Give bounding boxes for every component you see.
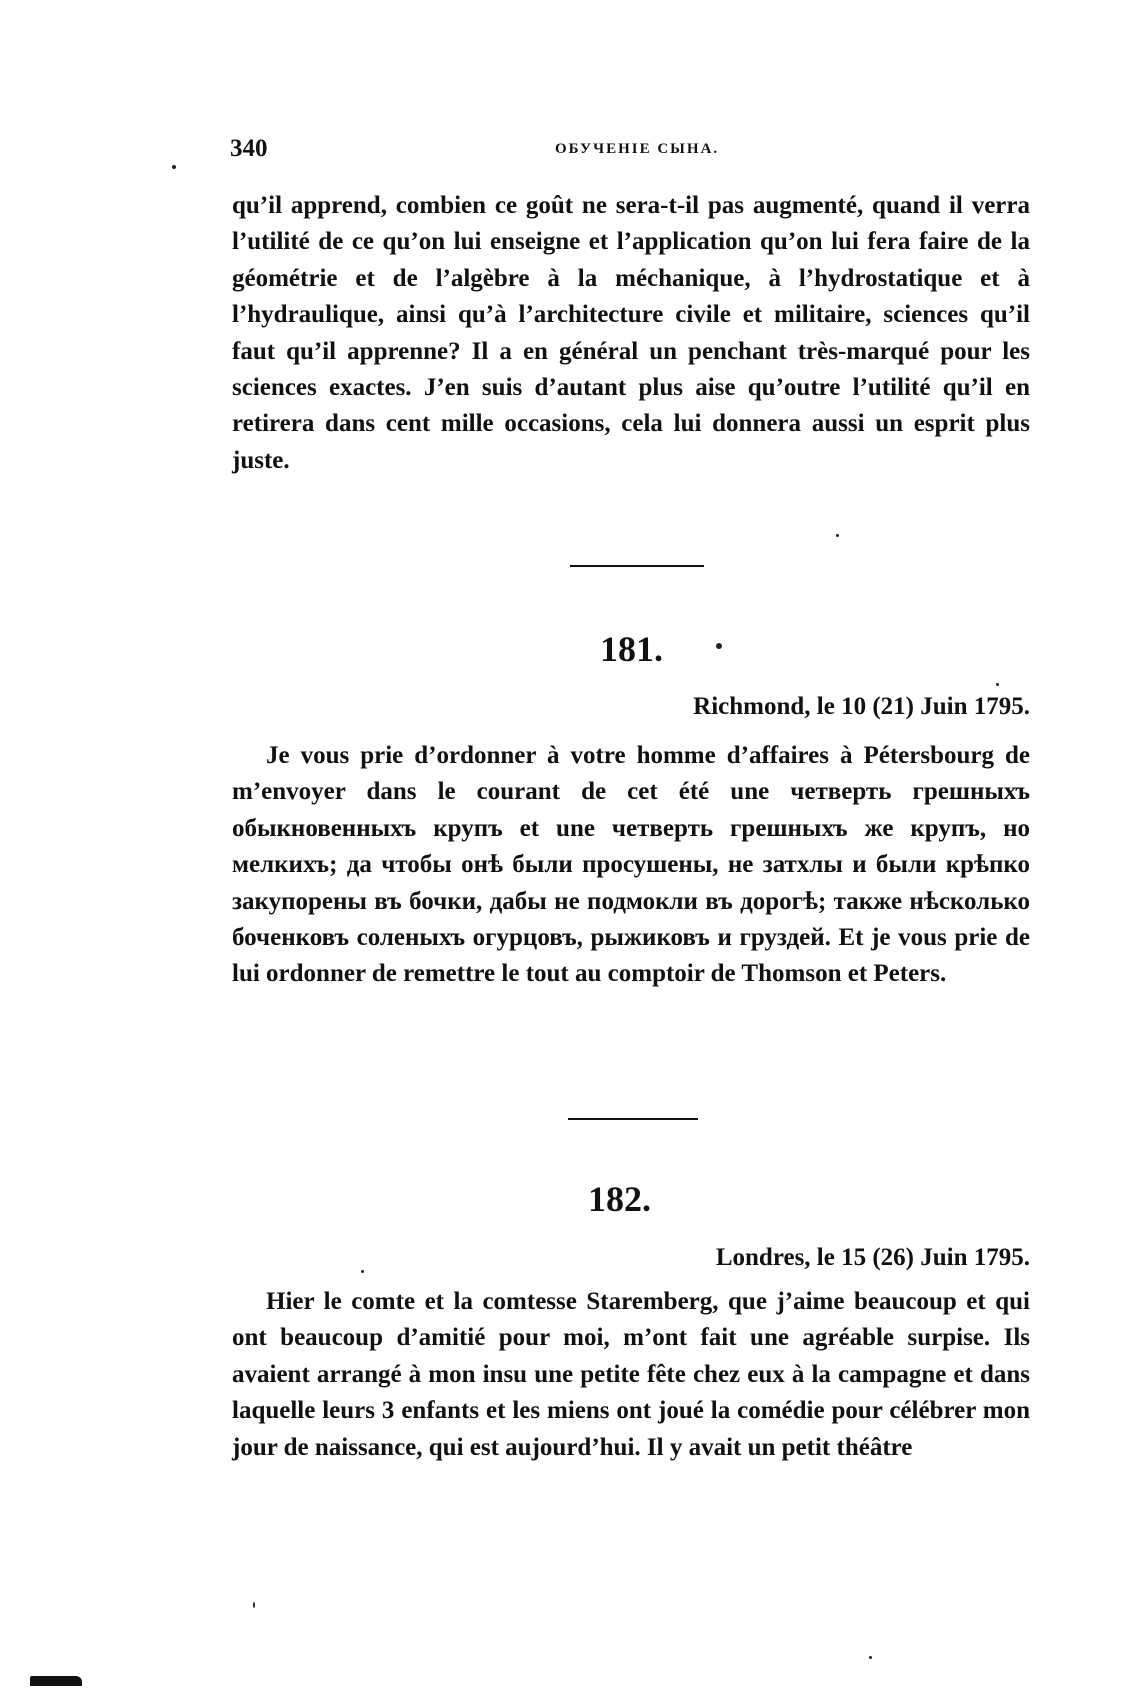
page-number: 340	[230, 135, 268, 162]
running-head	[230, 135, 1030, 175]
letter-dateline: Richmond, le 10 (21) Juin 1795.	[693, 693, 1030, 720]
ink-speck	[716, 643, 722, 649]
section-divider	[568, 1118, 698, 1120]
section-divider	[570, 565, 704, 567]
ink-speck	[836, 534, 839, 537]
ink-speck	[172, 165, 176, 169]
letter-paragraph: Je vous prie d’ordonner à votre homme d’affaires à Pétersbourg de m’envoyer dans le courant de cet été une четверть грешныхъ обыкновенныхъ крупъ et une четверть грешныхъ же крупъ, но мелкихъ; да чтобы онѣ были просушены, не затхлы и были крѣпко закупорены въ бочки, дабы не подмокли въ дорогѣ; также нѣсколько боченковъ соленыхъ огурцовъ, рыжиковъ и груздей. Et je vous prie de lui ordonner de remettre le tout au comptoir de Thomson et Peters.	[232, 742, 1030, 988]
letter-number: 181.	[600, 629, 663, 669]
ink-speck	[361, 1270, 364, 1273]
running-title: ОБУЧЕНІЕ СЫНА.	[555, 141, 720, 157]
scan-edge-mark	[30, 1676, 82, 1686]
ink-speck	[253, 1602, 255, 1608]
letter-number: 182.	[588, 1179, 651, 1219]
letter-paragraph: Hier le comte et la comtesse Staremberg, que j’aime beaucoup et qui ont beaucoup d’amitié pour moi, m’ont fait une agréable surpise. Ils avaient arrangé à mon insu une petite fête chez eux à la campagne et dans laquelle leurs 3 enfants et les miens ont joué la comédie pour célébrer mon jour de naissance, qui est aujourd’hui. Il y avait un petit théâtre	[232, 1288, 1030, 1461]
ink-speck	[996, 683, 999, 686]
letter-dateline: Londres, le 15 (26) Juin 1795.	[715, 1244, 1030, 1271]
ink-speck	[869, 1656, 872, 1659]
continued-paragraph: qu’il apprend, combien ce goût ne sera-t-il pas augmenté, quand il verra l’utilité de ce qu’on lui enseigne et l’application qu’on lui fera faire de la géométrie et de l’algèbre à la méchanique, à l’hydrostatique et à l’hydraulique, ainsi qu’à l’architecture civile et militaire, sciences qu’il faut qu’il apprenne? Il a en général un penchant très-marqué pour les sciences exactes. J’en suis d’autant plus aise qu’outre l’utilité qu’il en retirera dans cent mille occasions, cela lui donnera aussi un esprit plus juste.	[232, 192, 1030, 474]
